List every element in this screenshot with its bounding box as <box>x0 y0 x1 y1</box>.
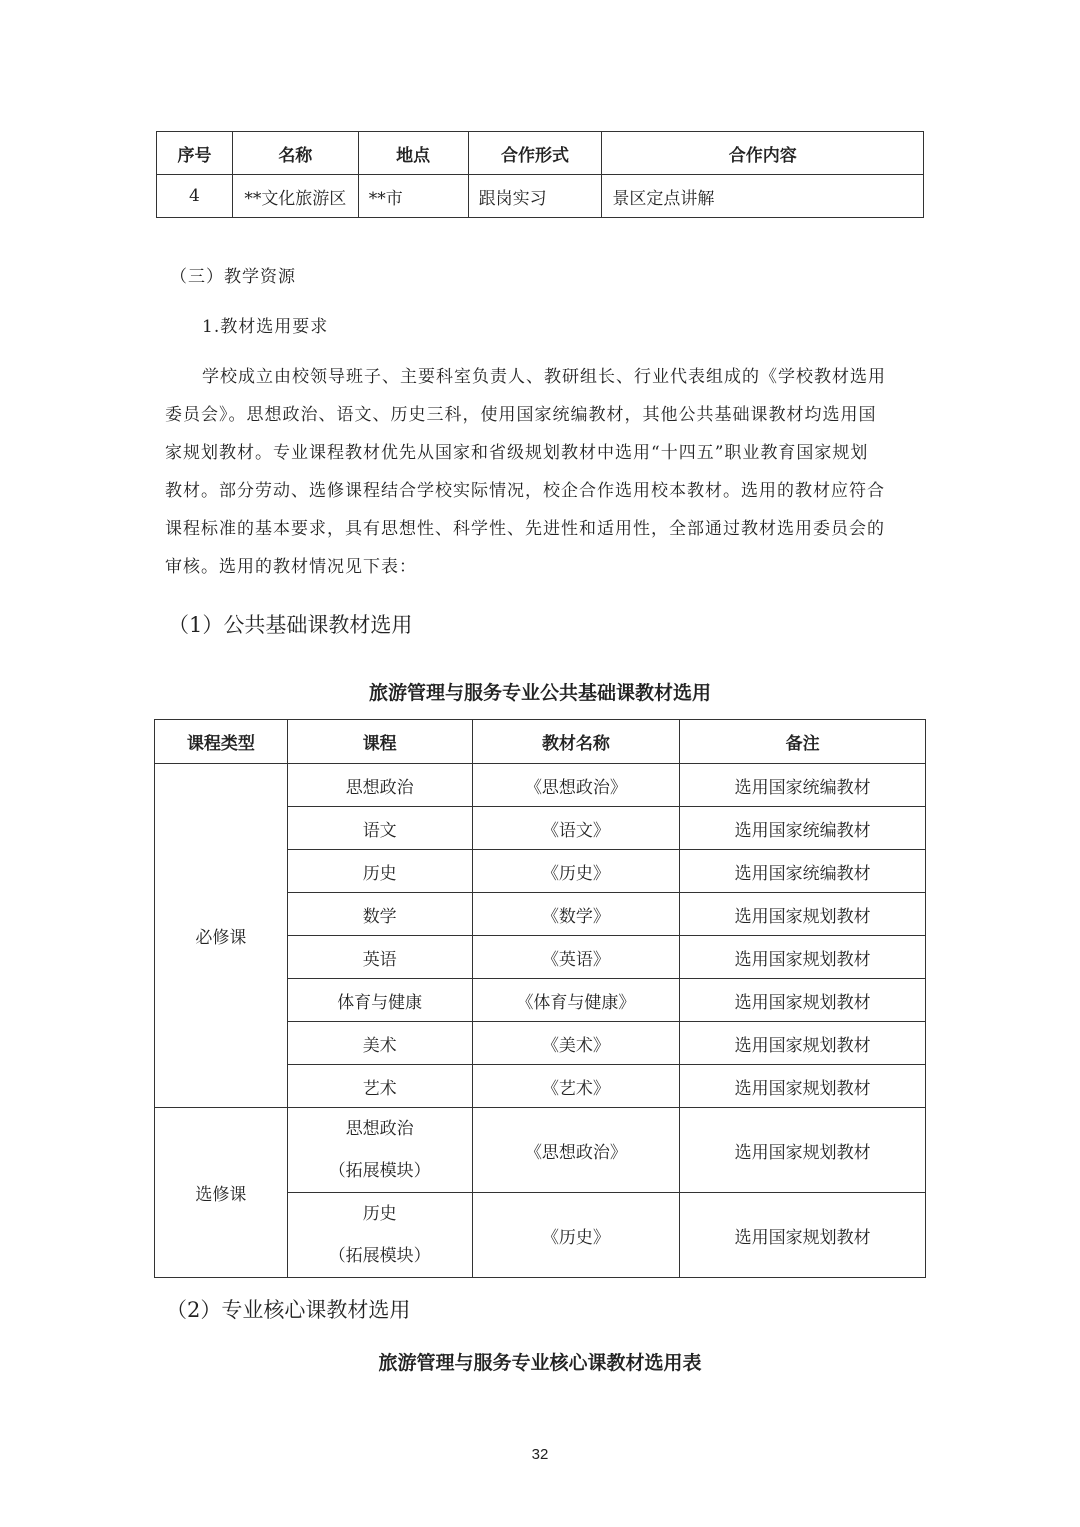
table-header-row <box>155 720 926 764</box>
paragraph-line: 委员会》。思想政治、语文、历史三科，使用国家统编教材，其他公共基础课教材均选用国 <box>165 405 877 425</box>
table-cell: 《数学》 <box>472 893 680 936</box>
table-cell: 选用国家规划教材 <box>680 1193 926 1278</box>
table-cell: 语文 <box>287 807 472 850</box>
header-cell: 课程 <box>287 720 472 764</box>
table-cell: 历史 <box>287 850 472 893</box>
table-cell: 选用国家规划教材 <box>680 893 926 936</box>
table-cell <box>287 1108 472 1193</box>
table-cell: 《历史》 <box>472 1193 680 1278</box>
paragraph-line: 审核。选用的教材情况见下表： <box>165 557 417 577</box>
table-cell: 选用国家统编教材 <box>680 807 926 850</box>
course-module-line: （拓展模块） <box>328 1246 431 1266</box>
paragraph-line: 课程标准的基本要求，具有思想性、科学性、先进性和适用性，全部通过教材选用委员会的 <box>165 519 885 539</box>
course-module-line: （拓展模块） <box>328 1161 431 1181</box>
table-cell: 景区定点讲解 <box>602 175 924 218</box>
header-cell: 教材名称 <box>472 720 680 764</box>
course-type-cell: 必修课 <box>155 764 288 1108</box>
table-cell: 《艺术》 <box>472 1065 680 1108</box>
table-cell: 4 <box>157 175 233 218</box>
course-name-line: 思想政治 <box>345 1119 414 1139</box>
table-row <box>155 764 926 807</box>
header-cell: 备注 <box>680 720 926 764</box>
subsection-heading: （1）公共基础课教材选用 <box>168 613 413 637</box>
paragraph-line: 家规划教材。专业课程教材优先从国家和省级规划教材中选用“十四五”职业教育国家规划 <box>165 443 869 463</box>
subsection-heading: （2）专业核心课教材选用 <box>166 1298 411 1322</box>
header-cell: 合作形式 <box>468 132 602 175</box>
header-cell: 合作内容 <box>602 132 924 175</box>
sub-heading: 1.教材选用要求 <box>202 317 329 337</box>
table-cell: **文化旅游区 <box>232 175 358 218</box>
table-cell: 选用国家规划教材 <box>680 979 926 1022</box>
table-cell: 艺术 <box>287 1065 472 1108</box>
course-name-line: 历史 <box>362 1204 397 1224</box>
table-cell: 美术 <box>287 1022 472 1065</box>
table-cell <box>287 1193 472 1278</box>
paragraph-line: 教材。部分劳动、选修课程结合学校实际情况，校企合作选用校本教材。选用的教材应符合 <box>165 481 885 501</box>
table-caption: 旅游管理与服务专业公共基础课教材选用 <box>368 682 711 704</box>
table-cell: 选用国家统编教材 <box>680 850 926 893</box>
table-cell: 选用国家规划教材 <box>680 1108 926 1193</box>
textbook-table <box>154 719 926 1278</box>
table-header-row <box>157 132 924 175</box>
header-cell: 名称 <box>232 132 358 175</box>
table-cell: 《英语》 <box>472 936 680 979</box>
header-cell: 序号 <box>157 132 233 175</box>
course-type-cell: 选修课 <box>155 1108 288 1278</box>
page-number: 32 <box>531 1446 549 1463</box>
table-cell: 《思想政治》 <box>472 1108 680 1193</box>
table-cell: 选用国家统编教材 <box>680 764 926 807</box>
table-cell: 思想政治 <box>287 764 472 807</box>
table-cell: 英语 <box>287 936 472 979</box>
table-cell: 《语文》 <box>472 807 680 850</box>
table-row <box>155 1108 926 1193</box>
table-cell: 《美术》 <box>472 1022 680 1065</box>
header-cell: 地点 <box>358 132 468 175</box>
table-cell: 选用国家规划教材 <box>680 1022 926 1065</box>
table-cell: 选用国家规划教材 <box>680 936 926 979</box>
table-cell: **市 <box>358 175 468 218</box>
table-cell: 跟岗实习 <box>468 175 602 218</box>
table-cell: 选用国家规划教材 <box>680 1065 926 1108</box>
table-caption: 旅游管理与服务专业核心课教材选用表 <box>378 1352 702 1374</box>
section-heading: （三）教学资源 <box>170 267 296 287</box>
table-cell: 《历史》 <box>472 850 680 893</box>
header-cell: 课程类型 <box>155 720 288 764</box>
table-row <box>157 175 924 218</box>
paragraph-line: 学校成立由校领导班子、主要科室负责人、教研组长、行业代表组成的《学校教材选用 <box>202 367 886 387</box>
cooperation-table <box>156 131 924 218</box>
table-cell: 《体育与健康》 <box>472 979 680 1022</box>
table-cell: 《思想政治》 <box>472 764 680 807</box>
table-cell: 体育与健康 <box>287 979 472 1022</box>
table-cell: 数学 <box>287 893 472 936</box>
